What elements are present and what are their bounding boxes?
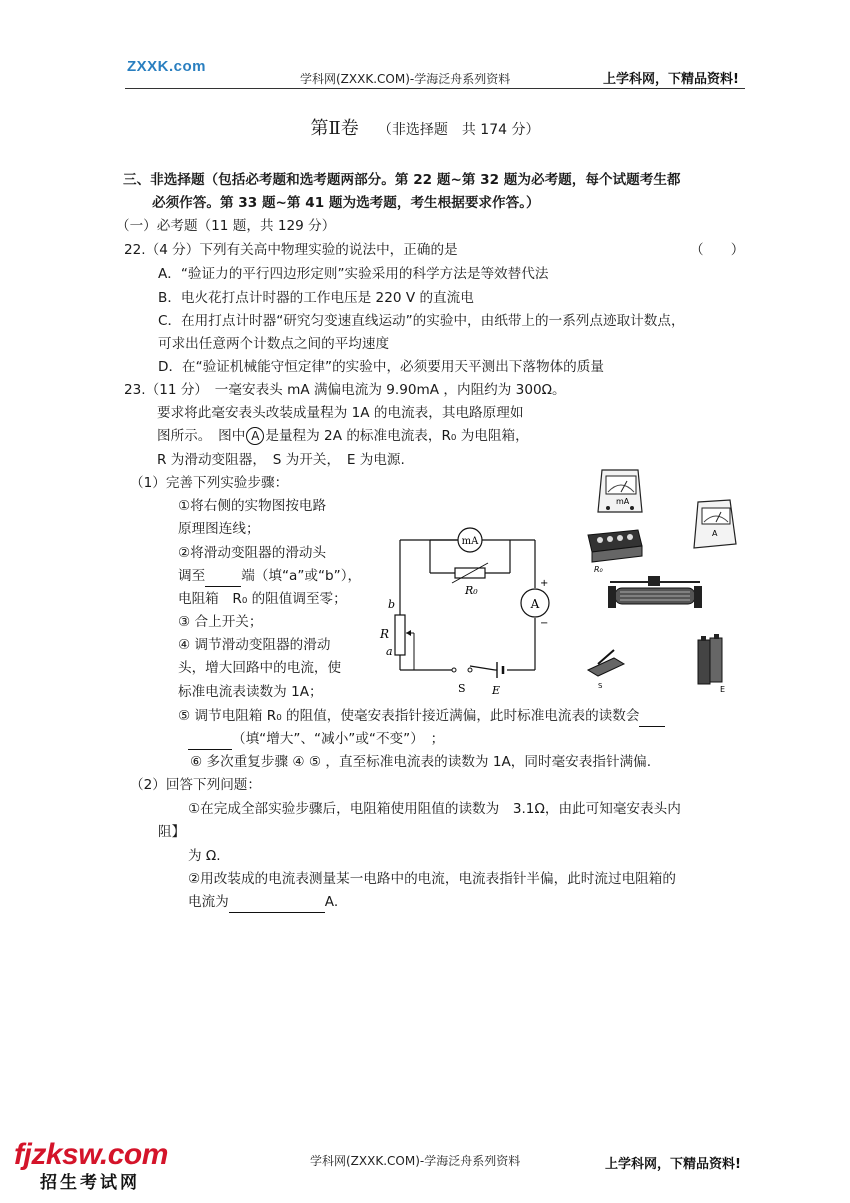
q22-stem: 22.（4 分）下列有关高中物理实验的说法中，正确的是: [124, 242, 458, 258]
answer1-line1: ①在完成全部实验步骤后，电阻箱使用阻值的读数为 3.1Ω，由此可知毫安表头内: [188, 801, 681, 817]
answer1-line2: 阻】: [158, 824, 186, 840]
terminal-a-label: a: [386, 645, 393, 658]
answer2-line2: 电流为 A.: [188, 892, 338, 913]
svg-text:S: S: [598, 682, 603, 690]
rheostat-device: [608, 576, 702, 608]
switch-label: S: [458, 682, 466, 695]
footer-right-text: 上学科网，下精品资料!: [605, 1157, 741, 1172]
title-sub: （非选择题 共 174 分）: [377, 122, 540, 138]
ammeter-plus: +: [540, 578, 549, 589]
svg-text:E: E: [720, 685, 726, 694]
title-main: 第Ⅱ卷: [310, 118, 359, 139]
footer-center-text: 学科网(ZXXK.COM)-学海泛舟系列资料: [310, 1154, 521, 1168]
header-center-text: 学科网(ZXXK.COM)-学海泛舟系列资料: [300, 72, 511, 86]
step6: ⑥ 多次重复步骤 ④ ⑤ ，直至标准电流表的读数为 1A，同时毫安表指针满偏.: [190, 754, 652, 770]
answer1-line3: 为 Ω.: [188, 848, 221, 864]
battery-device: [698, 634, 725, 694]
q22-option-c-line2: 可求出任意两个计数点之间的平均速度: [158, 336, 390, 352]
ammeter-minus: −: [540, 618, 549, 629]
q22-option-c-line1: C．在用打点计时器“研究匀变速直线运动”的实验中，由纸带上的一系列点迹取计数点，: [158, 313, 685, 329]
section3-sub1: （一）必考题（11 题，共 129 分）: [116, 218, 336, 234]
header-right-text: 上学科网，下精品资料!: [603, 72, 739, 87]
step5-line1: ⑤ 调节电阻箱 R₀ 的阻值，使毫安表指针接近满偏，此时标准电流表的读数会: [178, 706, 665, 727]
battery-label: E: [492, 684, 501, 697]
blank-reading-a: [639, 706, 665, 727]
terminal-b-label: b: [388, 598, 396, 611]
header-rule: [125, 88, 745, 89]
q23-line2: 要求将此毫安表头改装成量程为 1A 的电流表，其电路原理如: [157, 405, 524, 421]
blank-slider-end: [205, 566, 241, 587]
header-logo: ZXXK.com: [127, 58, 207, 75]
section3-line2: 必须作答。第 33 题~第 41 题为选考题，考生根据要求作答。）: [152, 195, 540, 211]
milliammeter-label: mA: [461, 536, 479, 547]
q23-line1: 23.（11 分） 一毫安表头 mA 满偏电流为 9.90mA ，内阻约为 300Ω。: [124, 382, 566, 398]
q22-option-a: A．“验证力的平行四边形定则”实验采用的科学方法是等效替代法: [158, 266, 549, 282]
answer2-line1: ②用改装成的电流表测量某一电路中的电流，电流表指针半偏，此时流过电阻箱的: [188, 871, 676, 887]
switch-symbol: [452, 668, 456, 672]
blank-reading-b: [188, 729, 232, 750]
rheostat-symbol: [395, 615, 405, 655]
r0-label: R₀: [465, 584, 478, 597]
milliammeter-device: [598, 470, 642, 512]
step4-line3: 标准电流表读数为 1A；: [178, 684, 323, 700]
circuit-diagram: [370, 520, 570, 710]
section3-line1: 三、非选择题（包括必考题和选考题两部分。第 22 题~第 32 题为必考题，每个试题考生都: [123, 172, 681, 188]
step1-line2: 原理图连线；: [178, 521, 260, 537]
step4-line1: ④ 调节滑动变阻器的滑动: [178, 637, 331, 653]
ammeter-device: [694, 500, 736, 548]
blank-current: [229, 892, 325, 913]
step4-line2: 头，增大回路中的电流，使: [178, 660, 342, 676]
svg-text:A: A: [712, 529, 718, 538]
step2-line2: 调至 端（填“a”或“b”），: [178, 566, 361, 587]
q23-part1: （1）完善下列实验步骤：: [130, 475, 289, 491]
step1-line1: ①将右侧的实物图按电路: [178, 498, 327, 514]
step2-line1: ②将滑动变阻器的滑动头: [178, 545, 327, 561]
apparatus-illustration: [580, 460, 750, 700]
q22-paren: （ ）: [690, 242, 745, 258]
svg-text:mA: mA: [616, 497, 630, 506]
footer-site-logo: fjzksw.com: [14, 1138, 168, 1171]
step3: ③ 合上开关；: [178, 614, 263, 630]
q22-option-d: D．在“验证机械能守恒定律”的实验中，必须要用天平测出下落物体的质量: [158, 359, 604, 375]
svg-text:R₀: R₀: [594, 565, 603, 574]
q23-line4: R 为滑动变阻器， S 为开关， E 为电源.: [157, 452, 405, 468]
q23-part2: （2）回答下列问题：: [130, 777, 261, 793]
step2-line3: 电阻箱 R₀ 的阻值调至零；: [178, 591, 347, 607]
step5-line2: （填“增大”、“减小”或“不变”） ；: [188, 729, 444, 750]
page-title: [0, 114, 850, 140]
switch-device: [588, 650, 624, 690]
footer-site-subtitle: 招生考试网: [40, 1173, 140, 1193]
rheostat-label: R: [380, 627, 390, 641]
ammeter-symbol-inline: A: [246, 427, 264, 445]
q22-option-b: B．电火花打点计时器的工作电压是 220 V 的直流电: [158, 290, 474, 306]
ammeter-label: A: [530, 597, 540, 611]
q23-line3: 图所示。 图中 A 是量程为 2A 的标准电流表，R₀ 为电阻箱，: [157, 428, 529, 444]
resistance-box-device: [588, 530, 642, 574]
